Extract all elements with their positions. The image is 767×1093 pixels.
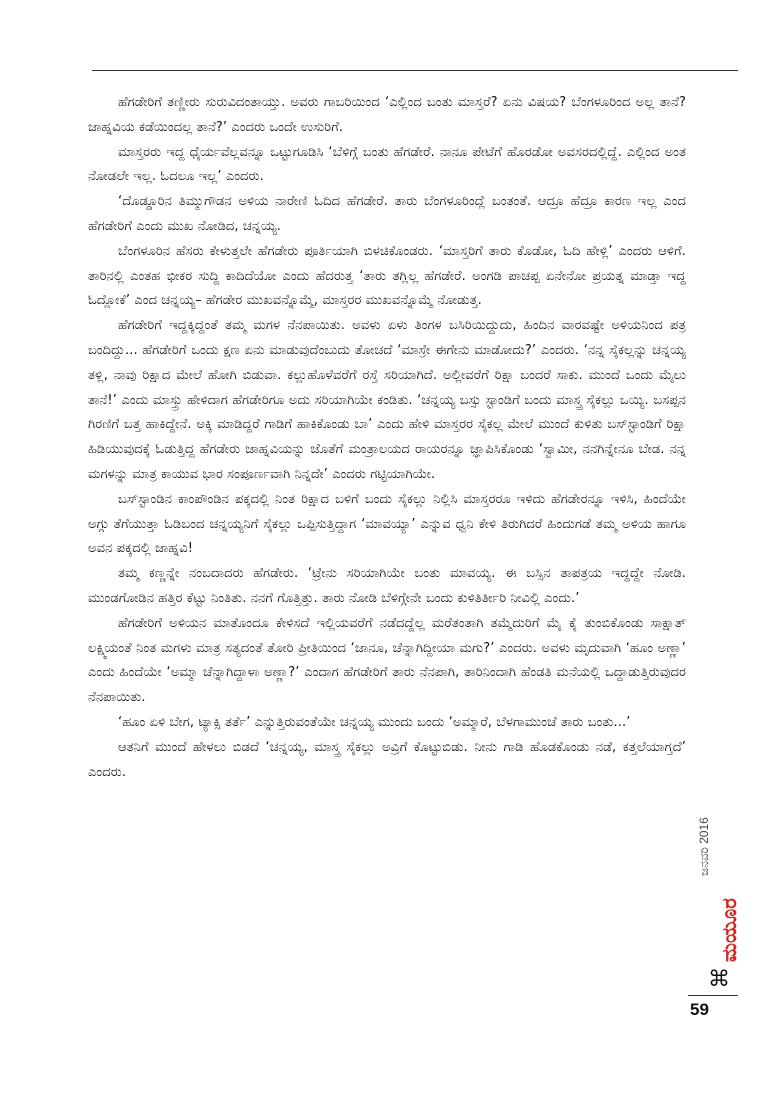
page-number: 59 — [690, 1000, 709, 1019]
paragraph-8: ಹೆಗಡೇರಿಗೆ ಅಳಿಯನ ಮಾತೊಂದೂ ಕೇಳಿಸದೆ ಇಲ್ಲಿಯವರೆಗೆ ನಡೆದದ್ದೆಲ್ಲ ಮರೆತಂತಾಗಿ ತಮ್ಮೆದುರಿಗೆ ಮೈ ಕೈ ತುಂಬಿಕೊಂಡು ಸಾಕ್ಷಾತ್ ಲಕ್ಷ್ಮಿಯಂತೆ ನಿಂತ ಮಗಳು ಮಾತ್ರ ಸತ್ಯದಂತೆ ತೋರಿ ಪ್ರೀತಿಯಿಂದ ‘ಜಾನೂ, ಚೆನ್ನಾಗಿದ್ದೀಯಾ ಮಗು?’ ಎಂದರು. ಅವಳು ಮೃದುವಾಗಿ ‘ಹೂಂ ಅಣ್ಣಾ’ ಎಂದು ಹಿಂದೆಯೇ ‘ಅಮ್ಮಾ ಚೆನ್ನಾಗಿದ್ದಾಳಾ ಅಣ್ಣಾ?’ ಎಂದಾಗ ಹೆಗಡೇರಿಗೆ ತಾರು ನೆನಪಾಗಿ, ತಾರಿನಿಂದಾಗಿ ಹೆಂಡತಿ ಮನೆಯಲ್ಲಿ ಒದ್ದಾಡುತ್ತಿರುವುದರ ನೆನಪಾಯಿತು. — [88, 615, 686, 706]
end-mark-icon: ⌘ — [708, 967, 730, 992]
paragraph-3: ‘ದೊಡ್ಡೂರಿನ ತಿಮ್ಮುಗೌಡನ ಅಳಿಯ ನಾರೇಣಿ ಓದಿದ ಹೆಗಡೇರೆ. ತಾರು ಬೆಂಗಳೂರಿಂದ್ಲೆ ಬಂತಂತೆ. ಆದ್ರೂ ಹೆದ್ರೂ ಕಾರಣ ಇಲ್ಲ ಎಂದ ಹೆಗಡೇರಿಗೆ ಎಂದು ಮುಖ ನೋಡಿದ, ಚನ್ನಯ್ಯ. — [88, 194, 686, 234]
paragraph-5: ಹೆಗಡೇರಿಗೆ ಇದ್ದಕ್ಕಿದ್ದಂತೆ ತಮ್ಮ ಮಗಳ ನೆನಪಾಯಿತು. ಅವಳು ಏಳು ತಿಂಗಳ ಬಸಿರಿಯಿದ್ದುದು, ಹಿಂದಿನ ವಾರವಷ್ಟೇ ಅಳಿಯನಿಂದ ಪತ್ರ ಬಂದಿದ್ದು... ಹೆಗಡೇರಿಗೆ ಒಂದು ಕ್ಷಣ ಏನು ಮಾಡುವುದೆಂಬುದು ತೋಚದೆ ‘ಮಾಸ್ರೇ ಈಗೇನು ಮಾಡೋದು?’ ಎಂದರು. ‘ನನ್ನ ಸೈಕಲ್ಲನ್ನು ಚನ್ನಯ್ಯ ತಳ್ಲಿ, ನಾವು ರಿಕ್ಷಾದ ಮೇಲೆ ಹೋಗಿ ಬಿಡುವಾ. ಕಲ್ಲುಹೊಳೆವರೆಗೆ ರಸ್ತೆ ಸರಿಯಾಗಿದೆ. ಅಲ್ಲೀವರೆಗೆ ರಿಕ್ಷಾ ಬಂದರೆ ಸಾಕು. ಮುಂದೆ ಒಂದು ಮೈಲು ತಾನೆ!’ ಎಂದು ಮಾಸ್ತ್ರು ಹೇಳಿದಾಗ ಹೆಗಡೇರಿಗೂ ಅದು ಸರಿಯಾಗಿಯೇ ಕಂಡಿತು. ‘ಚನ್ನಯ್ಯ ಬಸ್ಸು ಸ್ಟಾಂಡಿಗೆ ಬಂದು ಮಾಸ್ತ್ರ ಸೈಕಲ್ಲು ಒಯ್ಯಿ. ಬಸಪ್ಪನ ಗಿರಣಿಗೆ ಬತ್ತ ಹಾಕಿದ್ದೇನೆ. ಅಕ್ಕಿ ಮಾಡಿದ್ದರೆ ಗಾಡಿಗೆ ಹಾಕಿಕೊಂಡು ಬಾ’ ಎಂದು ಹೇಳಿ ಮಾಸ್ತರರ ಸೈಕಲ್ಲ ಮೇಲೆ ಮುಂದೆ ಕುಳಿತು ಬಸ್‌ಸ್ಟಾಂಡಿಗೆ ರಿಕ್ಷಾ ಹಿಡಿಯುವುದಕ್ಕೆ ಓಡುತ್ತಿದ್ದ ಹೆಗಡೇರು ಜಾಹ್ನವಿಯನ್ನು ಜೊತೆಗೆ ಮಂತ್ರಾಲಯದ ರಾಯರನ್ನೂ ಜ್ಞಾಪಿಸಿಕೊಂಡು ‘ಸ್ವಾಮೀ, ನನಗಿನ್ನೇನೂ ಬೇಡ. ನನ್ನ ಮಗಳನ್ನು ಮಾತ್ರ ಕಾಯುವ ಭಾರ ಸಂಪೂರ್ಣವಾಗಿ ನಿನ್ನದೇ’ ಎಂದರು ಗಟ್ಟಿಯಾಗಿಯೇ. — [88, 318, 686, 482]
article-body — [88, 91, 686, 785]
paragraph-9: ‘ಹೂಂ ಏಳಿ ಬೇಗ, ಟ್ಯಾಕ್ಸಿ ತರ್ತೆ’ ಎನ್ನುತ್ತಿರುವಂತೆಯೇ ಚನ್ನಯ್ಯ ಮುಂದು ಬಂದು ‘ಅಮ್ಮಾರೆ, ಬೆಳಗಾಮುಂಚೆ ತಾರು ಬಂತು...’ — [118, 714, 631, 730]
paragraph-1: ಹೆಗಡೇರಿಗೆ ತಣ್ಣೀರು ಸುರುವಿದಂತಾಯ್ತು. ಅವರು ಗಾಬರಿಯಿಂದ ‘ಎಲ್ಲಿಂದ ಬಂತು ಮಾಸ್ತರೆ? ಏನು ವಿಷಯ? ಬೆಂಗಳೂರಿಂದ ಅಲ್ಲ ತಾನೆ? ಜಾಹ್ನವಿಯ ಕಡೆಯಿಂದಲ್ಲ ತಾನೆ?’ ಎಂದರು ಒಂದೇ ಉಸುರಿಗೆ. — [88, 95, 686, 135]
issue-date: ಜನವರಿ 2016 — [697, 817, 711, 876]
top-rule — [92, 70, 738, 71]
paragraph-4: ಬೆಂಗಳೂರಿನ ಹೆಸರು ಕೇಳುತ್ತಲೇ ಹೆಗಡೇರು ಪೂರ್ತಿಯಾಗಿ ಬಿಳಚಿಕೊಂಡರು. ‘ಮಾಸ್ತರಿಗೆ ತಾರು ಕೊಡೋ, ಓದಿ ಹೇಳ್ಲಿ’ ಎಂದರು ಆಳಿಗೆ. ತಾರಿನಲ್ಲಿ ಎಂತಹ ಭೀಕರ ಸುದ್ದಿ ಕಾದಿದೆಯೋ ಎಂದು ಹೆದರುತ್ತ ‘ತಾರು ತಗ್ಲಿಲ್ಲ ಹೆಗಡೇರೆ. ಅಂಗಡಿ ಪಾಚಪ್ಪ ಏನೇನೋ ಪ್ರಯತ್ನ ಮಾಡ್ತಾ ಇದ್ದ ಓದ್ಲೋಕೆ’ ಎಂದ ಚನ್ನಯ್ಯ– ಹೆಗಡೇರ ಮುಖವನ್ನೊಮ್ಮೆ, ಮಾಸ್ತರರ ಮುಖವನ್ನೊಮ್ಮೆ ನೋಡುತ್ತ. — [88, 243, 686, 309]
paragraph-2: ಮಾಸ್ತರರು ಇದ್ದ ಧೈರ್ಯವೆಲ್ಲವನ್ನೂ ಒಟ್ಟುಗೂಡಿಸಿ ‘ಬೆಳಿಗ್ಗೆ ಬಂತು ಹೆಗಡೇರೆ. ನಾನೂ ಪೇಟೆಗೆ ಹೊರಡೋ ಅವಸರದಲ್ಲಿದ್ದೆ. ಎಲ್ಲಿಂದ ಅಂತ ನೋಡಲೇ ಇಲ್ಲ. ಓದಲೂ ಇಲ್ಲ’ ಎಂದರು. — [88, 144, 686, 185]
paragraph-10: ಆತನಿಗೆ ಮುಂದೆ ಹೇಳಲು ಬಿಡದೆ ‘ಚನ್ನಯ್ಯ, ಮಾಸ್ತ್ರ ಸೈಕಲ್ಲು ಅವ್ರಿಗೆ ಕೊಟ್ಟುಬಿಡು. ನೀನು ಗಾಡಿ ಹೊಡಕೊಂಡು ನಡೆ, ಕತ್ತಲೆಯಾಗ್ತದೆ’ ಎಂದರು. — [88, 739, 686, 780]
sidebar-meta — [697, 800, 741, 962]
paragraph-7: ತಮ್ಮ ಕಣ್ಣನ್ನೇ ನಂಬದಾದರು ಹೆಗಡೇರು. ‘ಟ್ರೇನು ಸರಿಯಾಗಿಯೇ ಬಂತು ಮಾವಯ್ಯ. ಈ ಬಸ್ಸಿನ ತಾಪತ್ರಯ ಇದ್ದದ್ದೇ ನೋಡಿ. ಮುಂಡಗೋಡಿನ ಹತ್ತಿರ ಕೆಟ್ಟು ನಿಂತಿತು. ನನಗೆ ಗೊತ್ತಿತ್ತು. ತಾರು ನೋಡಿ ಬೆಳಿಗ್ಗೇನೇ ಬಂದು ಕುಳಿತಿರ್ತೀರಿ ನೀವಿಲ್ಲಿ ಎಂದು.’ — [88, 566, 686, 606]
paragraph-6: ಬಸ್‌ಸ್ಟಾಂಡಿನ ಕಾಂಪೌಂಡಿನ ಪಕ್ಕದಲ್ಲಿ ನಿಂತ ರಿಕ್ಷಾದ ಬಳಿಗೆ ಬಂದು ಸೈಕಲ್ಲು ನಿಲ್ಲಿಸಿ ಮಾಸ್ತರರೂ ಇಳಿದು ಹೆಗಡೇರನ್ನೂ ಇಳಿಸಿ, ಹಿಂದೆಯೇ ಅಗ್ಗು ತೆಗೆಯುತ್ತಾ ಓಡಿಬಂದ ಚನ್ನಯ್ಯನಿಗೆ ಸೈಕಲ್ಲು ಒಪ್ಪಿಸುತ್ತಿದ್ದಾಗ ‘ಮಾವಯ್ಯಾ’ ಎನ್ನುವ ಧ್ವನಿ ಕೇಳಿ ತಿರುಗಿದರೆ ಹಿಂದುಗಡೆ ತಮ್ಮ ಅಳಿಯ ಹಾಗೂ ಅವನ ಪಕ್ಕದಲ್ಲಿ ಜಾಹ್ನವಿ! — [88, 491, 686, 557]
magazine-logo: ಮಯೂರ — [717, 898, 741, 962]
footer-rule — [688, 995, 738, 996]
